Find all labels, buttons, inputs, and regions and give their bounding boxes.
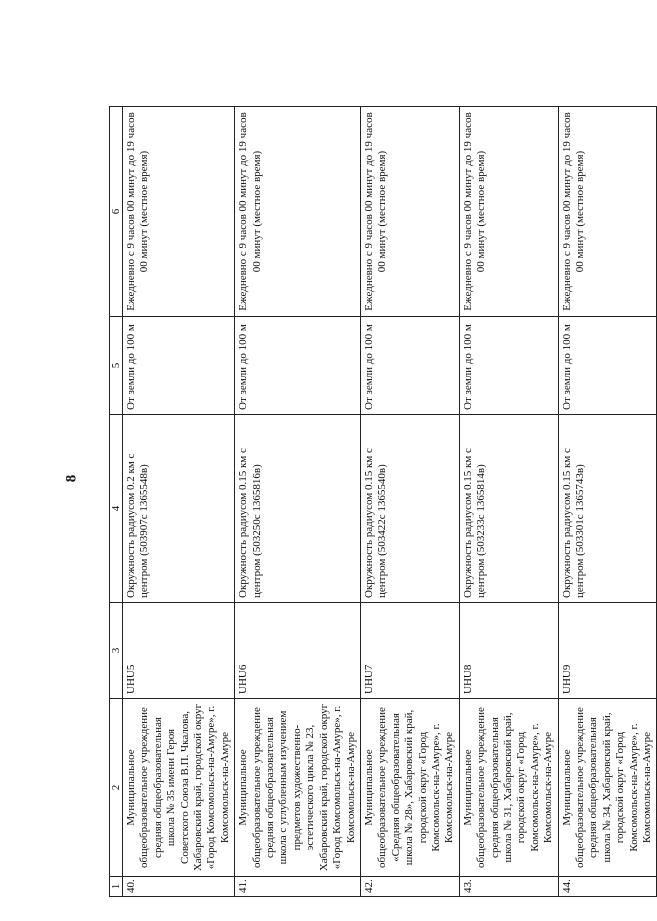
column-header: 2 <box>110 699 123 877</box>
altitude-range: От земли до 100 м <box>558 317 657 415</box>
operating-time: Ежедневно с 9 часов 00 минут до 19 часов 00 минут (местное время) <box>235 107 361 317</box>
zone-code: UHU8 <box>459 603 558 699</box>
table-row <box>235 107 361 897</box>
row-number: 43. <box>459 877 558 897</box>
column-header: 4 <box>110 415 123 603</box>
altitude-range: От земли до 100 м <box>459 317 558 415</box>
operating-time: Ежедневно с 9 часов 00 минут до 19 часов 00 минут (местное время) <box>360 107 459 317</box>
operating-time: Ежедневно с 9 часов 00 минут до 19 часов 00 минут (местное время) <box>123 107 235 317</box>
row-number: 44. <box>558 877 657 897</box>
table-row <box>123 107 235 897</box>
altitude-range: От земли до 100 м <box>360 317 459 415</box>
column-header: 6 <box>110 107 123 317</box>
table-row <box>459 107 558 897</box>
altitude-range: От земли до 100 м <box>123 317 235 415</box>
column-header: 5 <box>110 317 123 415</box>
zone-boundary: Окружность радиусом 0.2 км с центром (503907с 1365548в) <box>123 415 235 603</box>
zone-boundary: Окружность радиусом 0.15 км с центром (503250с 1365816в) <box>235 415 361 603</box>
zone-code: UHU7 <box>360 603 459 699</box>
column-header: 1 <box>110 877 123 897</box>
zone-code: UHU9 <box>558 603 657 699</box>
zone-code: UHU5 <box>123 603 235 699</box>
row-number: 41. <box>235 877 361 897</box>
operating-time: Ежедневно с 9 часов 00 минут до 19 часов 00 минут (местное время) <box>558 107 657 317</box>
page-number: 8 <box>63 474 80 483</box>
column-header: 3 <box>110 603 123 699</box>
table-header-row <box>110 107 123 897</box>
rotated-table-container <box>109 107 654 897</box>
table-row <box>360 107 459 897</box>
institution-name: Муниципальное общеобразовательное учреждение средняя общеобразовательная школа № 31, Хабаровский край, городской округ «Город Комсомольск-на-Амуре», г. Комсомольск-на-Амуре <box>459 699 558 877</box>
zone-code: UHU6 <box>235 603 361 699</box>
institution-name: Муниципальное общеобразовательное учреждение «Средняя общеобразовательная школа № 28», Хабаровский край, городской округ «Город Комсомольск-на-Амуре», г. Комсомольск-на-Амуре <box>360 699 459 877</box>
zone-boundary: Окружность радиусом 0.15 км с центром (503422с 1365540в) <box>360 415 459 603</box>
altitude-range: От земли до 100 м <box>235 317 361 415</box>
zone-boundary: Окружность радиусом 0.15 км с центром (503233с 1365814в) <box>459 415 558 603</box>
zone-boundary: Окружность радиусом 0.15 км с центром (503301с 1365743в) <box>558 415 657 603</box>
institution-name: Муниципальное общеобразовательное учреждение средняя общеобразовательная школа № 34, Хабаровский край, городской округ «Город Комсомольск-на-Амуре», г. Комсомольск-на-Амуре <box>558 699 657 877</box>
row-number: 42. <box>360 877 459 897</box>
airspace-table <box>109 106 657 897</box>
row-number: 40. <box>123 877 235 897</box>
institution-name: Муниципальное общеобразовательное учреждение средняя общеобразовательная школа № 35 имени Героя Советского Союза В.П. Чкалова, Хабаровский край, городской округ «Город Комсомольск-на-Амуре», г. Комсомольск-на-Амуре <box>123 699 235 877</box>
table-row <box>558 107 657 897</box>
institution-name: Муниципальное общеобразовательное учреждение средняя общеобразовательная школа с углубленным изучением предметов художественно-эстетического цикла № 23, Хабаровский край, городской округ «Город Комсомольск-на-Амуре», г. Комсомольск-на-Амуре <box>235 699 361 877</box>
operating-time: Ежедневно с 9 часов 00 минут до 19 часов 00 минут (местное время) <box>459 107 558 317</box>
